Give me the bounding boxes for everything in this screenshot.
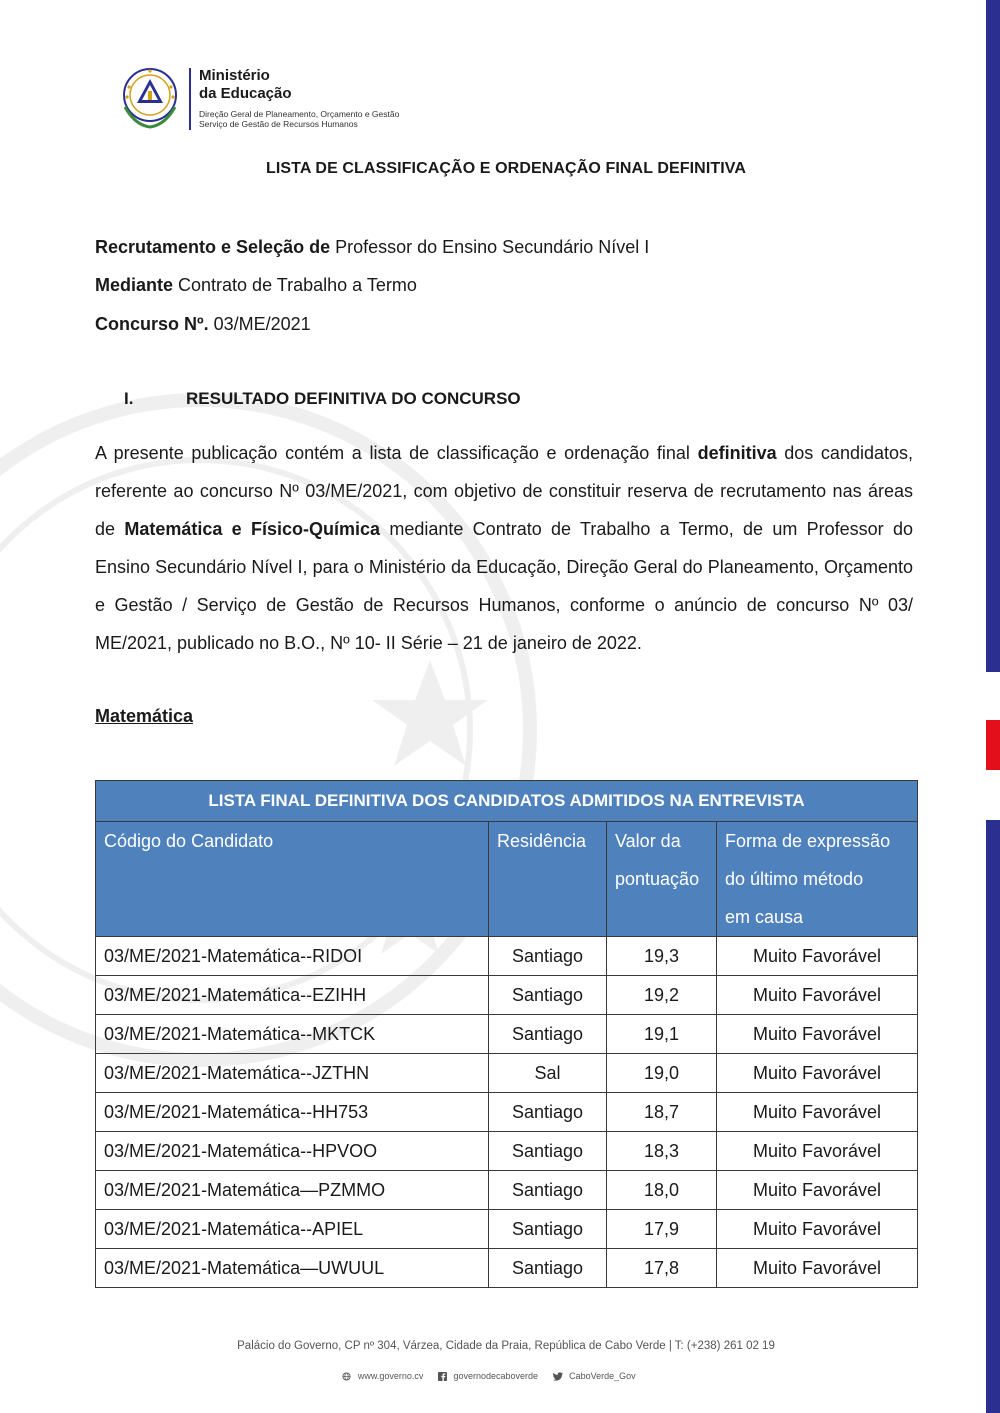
- cell-residence: Santiago: [489, 976, 607, 1015]
- edge-bar-blue-top: [986, 0, 1000, 672]
- table-row: [96, 1054, 918, 1093]
- contest-line: [95, 313, 311, 335]
- cell-result: Muito Favorável: [717, 1249, 918, 1288]
- cell-score: 19,2: [607, 976, 717, 1015]
- footer-address: Palácio do Governo, CP nº 304, Várzea, Cidade da Praia, República de Cabo Verde | T: (+238) 261 02 19: [237, 1340, 775, 1352]
- cell-residence: Santiago: [489, 1171, 607, 1210]
- footer-website-text: www.governo.cv: [357, 1371, 424, 1381]
- ministry-line-2: da Educação: [199, 85, 292, 102]
- footer-website[interactable]: [342, 1371, 430, 1381]
- cell-residence: Santiago: [489, 937, 607, 976]
- cell-result: Muito Favorável: [717, 1054, 918, 1093]
- cell-score: 19,1: [607, 1015, 717, 1054]
- table-row: [96, 976, 918, 1015]
- header-form-line-3: em causa: [725, 907, 804, 927]
- cell-score: 19,3: [607, 937, 717, 976]
- cell-code: 03/ME/2021-Matemática--HH753: [96, 1093, 489, 1132]
- table-row: [96, 1093, 918, 1132]
- footer-twitter[interactable]: [553, 1371, 640, 1381]
- contract-value: Contrato de Trabalho a Termo: [173, 275, 417, 295]
- footer-links: [0, 1371, 982, 1381]
- cell-code: 03/ME/2021-Matemática—UWUUL: [96, 1249, 489, 1288]
- table-title-row: [96, 781, 918, 822]
- logo-divider: [189, 68, 191, 130]
- cell-score: 18,7: [607, 1093, 717, 1132]
- section-heading: [124, 389, 521, 409]
- subject-heading: Matemática: [95, 706, 194, 726]
- paragraph-bold-1: definitiva: [697, 443, 777, 463]
- table-row: [96, 1171, 918, 1210]
- cell-code: 03/ME/2021-Matemática--JZTHN: [96, 1054, 489, 1093]
- header-form-line-1: Forma de expressão: [725, 831, 891, 851]
- table-row: [96, 1210, 918, 1249]
- footer-facebook-text: governodecaboverde: [453, 1371, 539, 1381]
- cell-code: 03/ME/2021-Matemática--RIDOI: [96, 937, 489, 976]
- footer-facebook[interactable]: [438, 1371, 545, 1381]
- results-table: [95, 780, 918, 1288]
- table-header-row: [96, 822, 918, 937]
- cell-residence: Santiago: [489, 1093, 607, 1132]
- header-score-line-1: Valor da: [615, 831, 681, 851]
- globe-icon: [342, 1372, 351, 1381]
- contract-label: Mediante: [95, 275, 174, 295]
- edge-bar-red: [986, 720, 1000, 770]
- cell-residence: Santiago: [489, 1249, 607, 1288]
- recruitment-line: [95, 236, 649, 258]
- section-number: I.: [124, 389, 134, 408]
- coat-of-arms-logo-icon: [115, 63, 185, 133]
- cell-code: 03/ME/2021-Matemática—PZMMO: [96, 1171, 489, 1210]
- ministry-subtitle-line-2: Serviço de Gestão de Recursos Humanos: [199, 119, 358, 129]
- table-row: [96, 1249, 918, 1288]
- cell-residence: Santiago: [489, 1132, 607, 1171]
- contest-label: Concurso Nº.: [95, 314, 209, 334]
- recruitment-value: Professor do Ensino Secundário Nível I: [330, 237, 650, 257]
- ministry-name: [199, 67, 292, 103]
- cell-score: 18,3: [607, 1132, 717, 1171]
- paragraph-part-3: mediante Contrato de Trabalho a Termo, de um Professor do Ensino Secundário Nível I, para o Ministério da Educação, Direção Geral do Planeamento, Orçamento e Gestão / Serviço de Gestão de Recursos Humanos, conforme o anúncio de concurso Nº 03/ ME/2021, publicado no B.O., Nº 10- II Série – 21 de janeiro de 2022.: [95, 519, 913, 653]
- cell-residence: Santiago: [489, 1015, 607, 1054]
- recruitment-label: Recrutamento e Seleção de: [95, 237, 331, 257]
- facebook-icon: [438, 1372, 447, 1381]
- table-row: [96, 1015, 918, 1054]
- cell-code: 03/ME/2021-Matemática--EZIHH: [96, 976, 489, 1015]
- cell-result: Muito Favorável: [717, 1015, 918, 1054]
- cell-residence: Santiago: [489, 1210, 607, 1249]
- header-expression-form: [717, 822, 918, 937]
- paragraph-part-2: dos candidatos, referente ao concurso Nº 03/ME/2021, com objetivo de constituir reserva de recrutamento nas áreas de: [95, 443, 913, 539]
- table-title: LISTA FINAL DEFINITIVA DOS CANDIDATOS ADMITIDOS NA ENTREVISTA: [96, 781, 918, 822]
- header-code: Código do Candidato: [96, 822, 489, 937]
- cell-result: Muito Favorável: [717, 937, 918, 976]
- header-residence: Residência: [489, 822, 607, 937]
- header-score-line-2: pontuação: [615, 869, 700, 889]
- contest-value: 03/ME/2021: [208, 314, 311, 334]
- edge-bar-blue-bottom: [986, 820, 1000, 1413]
- cell-score: 17,8: [607, 1249, 717, 1288]
- cell-code: 03/ME/2021-Matemática--APIEL: [96, 1210, 489, 1249]
- cell-result: Muito Favorável: [717, 1171, 918, 1210]
- cell-score: 19,0: [607, 1054, 717, 1093]
- cell-score: 17,9: [607, 1210, 717, 1249]
- twitter-icon: [553, 1372, 563, 1381]
- section-title: RESULTADO DEFINITIVA DO CONCURSO: [186, 389, 521, 408]
- ministry-subtitle: [199, 109, 399, 129]
- cell-code: 03/ME/2021-Matemática--MKTCK: [96, 1015, 489, 1054]
- cell-code: 03/ME/2021-Matemática--HPVOO: [96, 1132, 489, 1171]
- cell-result: Muito Favorável: [717, 1210, 918, 1249]
- cell-result: Muito Favorável: [717, 1132, 918, 1171]
- intro-paragraph: [95, 434, 913, 662]
- table-row: [96, 937, 918, 976]
- footer-twitter-text: CaboVerde_Gov: [569, 1371, 636, 1381]
- document-title: LISTA DE CLASSIFICAÇÃO E ORDENAÇÃO FINAL DEFINITIVA: [265, 160, 747, 177]
- paragraph-bold-2: Matemática e Físico-Química: [124, 519, 381, 539]
- ministry-subtitle-line-1: Direção Geral de Planeamento, Orçamento e Gestão: [199, 109, 400, 119]
- ministry-line-1: Ministério: [199, 67, 270, 84]
- table-row: [96, 1132, 918, 1171]
- header-score: [607, 822, 717, 937]
- cell-result: Muito Favorável: [717, 1093, 918, 1132]
- cell-result: Muito Favorável: [717, 976, 918, 1015]
- paragraph-part-1: A presente publicação contém a lista de classificação e ordenação final: [95, 443, 698, 463]
- cell-score: 18,0: [607, 1171, 717, 1210]
- contract-line: [95, 274, 417, 296]
- cell-residence: Sal: [489, 1054, 607, 1093]
- header-form-line-2: do último método: [725, 869, 864, 889]
